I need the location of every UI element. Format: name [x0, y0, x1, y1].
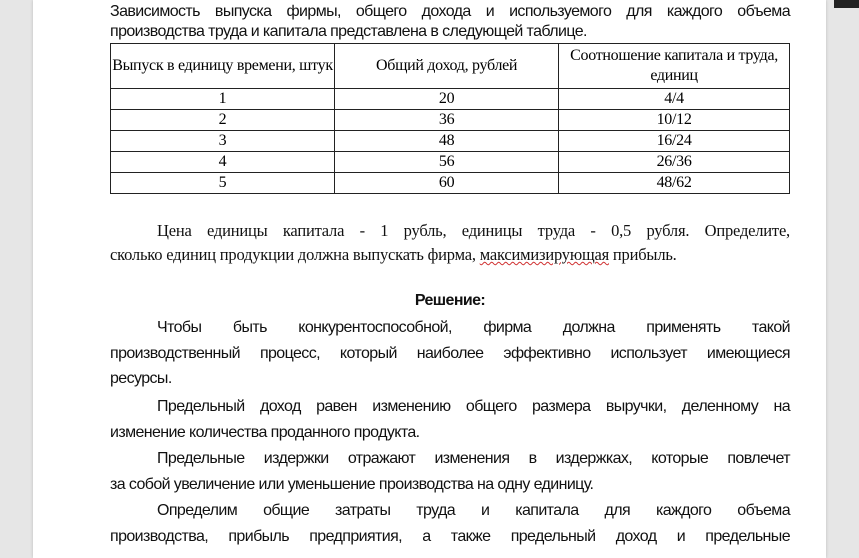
task-text: прибыль. [612, 245, 677, 264]
task-line [110, 245, 790, 265]
solution-line: производственный процесс, который наиболее эффективно использует имеющиеся [110, 345, 790, 362]
document-page [33, 0, 826, 558]
spellcheck-word: максимизирующая [479, 245, 609, 264]
table-cell: 4/4 [559, 89, 790, 110]
table-row [111, 131, 790, 152]
table-cell: 5 [111, 173, 335, 194]
intro-line: производства труда и капитала представлена в следующей таблице. [110, 23, 587, 40]
table-cell: 4 [111, 152, 335, 173]
table-header: Выпуск в единицу времени, штук [111, 44, 335, 89]
task-line: Цена единицы капитала - 1 рубль, единицы труда - 0,5 рубля. Определите, [157, 221, 790, 240]
solution-line: изменение количества проданного продукта. [110, 424, 420, 441]
table-cell: 36 [335, 110, 559, 131]
solution-line: ресурсы. [110, 370, 172, 387]
table-header-row [111, 44, 790, 89]
table-cell: 3 [111, 131, 335, 152]
table-header: Соотношение капитала и труда, единиц [559, 44, 790, 89]
solution-line: за собой увеличение или уменьшение производства на одну единицу. [110, 476, 594, 493]
table-row [111, 152, 790, 173]
intro-line: Зависимость выпуска фирмы, общего дохода и используемого для каждого объема [110, 3, 790, 20]
solution-line: Чтобы быть конкурентоспособной, фирма должна применять такой [157, 319, 790, 336]
table-cell: 2 [111, 110, 335, 131]
table-cell: 16/24 [559, 131, 790, 152]
table-cell: 48/62 [559, 173, 790, 194]
table-header: Общий доход, рублей [335, 44, 559, 89]
solution-title: Решение: [414, 292, 486, 309]
table-cell: 1 [111, 89, 335, 110]
table-cell: 60 [335, 173, 559, 194]
table-row [111, 110, 790, 131]
solution-line: Предельный доход равен изменению общего размера выручки, деленному на [157, 398, 790, 415]
table-row [111, 173, 790, 194]
table-cell: 26/36 [559, 152, 790, 173]
table-cell: 48 [335, 131, 559, 152]
table-row [111, 89, 790, 110]
table-cell: 10/12 [559, 110, 790, 131]
task-text: сколько единиц продукции должна выпускать фирма, [110, 245, 476, 264]
window-corner [834, 0, 859, 8]
solution-line: производства, прибыль предприятия, а также предельный доход и предельные [110, 528, 790, 545]
data-table [110, 43, 790, 194]
solution-line: Предельные издержки отражают изменения в издержках, которые повлечет [157, 450, 790, 467]
solution-line: Определим общие затраты труда и капитала для каждого объема [157, 502, 790, 519]
table-cell: 56 [335, 152, 559, 173]
table-cell: 20 [335, 89, 559, 110]
